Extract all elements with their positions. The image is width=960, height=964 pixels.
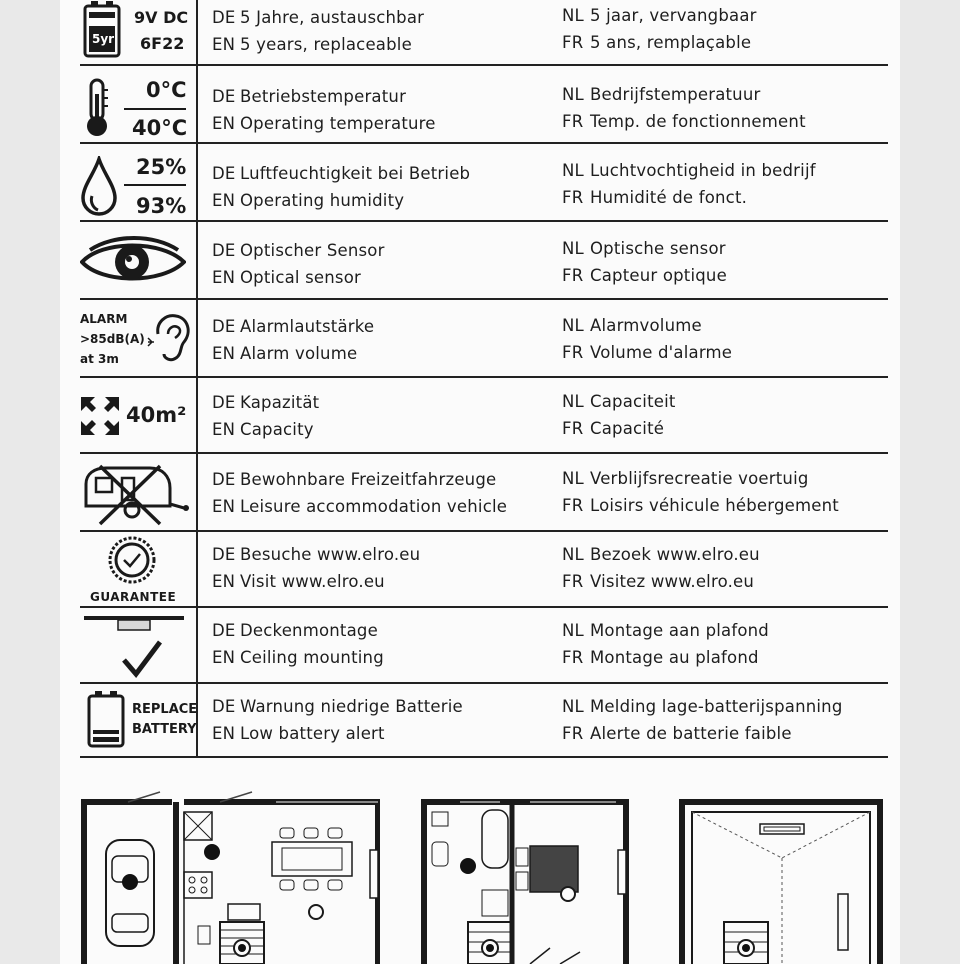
text-fr: FR Volume d'alarme	[562, 343, 733, 362]
area-arrows-icon	[80, 396, 120, 436]
ear-icon	[144, 312, 194, 366]
icon-cell	[80, 300, 198, 376]
droplet-icon	[80, 156, 118, 218]
spec-row-low-battery	[80, 684, 888, 758]
text-de: DE Optischer Sensor	[212, 241, 385, 260]
text-de: DE Besuche www.elro.eu	[212, 545, 421, 564]
battery-label: BATTERY	[132, 722, 197, 737]
text-de: DE 5 Jahre, austauschbar	[212, 8, 425, 27]
temp-max: 40°C	[132, 116, 188, 140]
text-en: EN Operating temperature	[212, 114, 436, 133]
text-nl: NL Montage aan plafond	[562, 621, 769, 640]
text-fr: FR Loisirs véhicule hébergement	[562, 496, 839, 515]
text-fr: FR Capacité	[562, 419, 665, 438]
text-fr: FR Montage au plafond	[562, 648, 759, 667]
battery-5yr-icon	[82, 0, 122, 60]
caravan-crossed-icon	[80, 462, 190, 526]
humidity-max: 93%	[136, 194, 187, 218]
text-fr: FR Temp. de fonctionnement	[562, 112, 806, 131]
text-nl: NL Bezoek www.elro.eu	[562, 545, 760, 564]
icon-cell	[80, 144, 198, 220]
background-left	[0, 0, 60, 964]
text-en: EN Ceiling mounting	[212, 648, 384, 667]
decibel-label: >85dB(A)	[80, 332, 145, 346]
floor-plan-first	[420, 790, 630, 964]
text-de: DE Bewohnbare Freizeitfahrzeuge	[212, 470, 497, 489]
text-de: DE Warnung niedrige Batterie	[212, 697, 463, 716]
text-de: DE Deckenmontage	[212, 621, 378, 640]
spec-row-humidity	[80, 144, 888, 222]
text-fr: FR Humidité de fonct.	[562, 188, 748, 207]
text-en: EN Visit www.elro.eu	[212, 572, 385, 591]
text-en: EN 5 years, replaceable	[212, 35, 412, 54]
text-en: EN Alarm volume	[212, 344, 358, 363]
text-nl: NL Luchtvochtigheid in bedrijf	[562, 161, 816, 180]
icon-cell	[80, 454, 198, 530]
text-nl: NL Bedrijfstemperatuur	[562, 85, 761, 104]
text-de: DE Kapazität	[212, 393, 320, 412]
spec-row-guarantee	[80, 532, 888, 608]
floor-plan-attic	[678, 790, 884, 964]
battery-badge-text: 5yr	[92, 32, 115, 46]
text-fr: FR 5 ans, remplaçable	[562, 33, 752, 52]
spec-row-battery	[80, 0, 888, 66]
icon-cell	[80, 608, 198, 682]
text-de: DE Alarmlautstärke	[212, 317, 375, 336]
spec-row-optical-sensor	[80, 222, 888, 300]
spec-row-ceiling-mounting	[80, 608, 888, 684]
text-fr: FR Alerte de batterie faible	[562, 724, 792, 743]
icon-cell	[80, 64, 198, 142]
floor-plan-ground	[80, 790, 380, 964]
text-fr: FR Capteur optique	[562, 266, 727, 285]
text-nl: NL Alarmvolume	[562, 316, 702, 335]
icon-cell	[80, 222, 198, 298]
text-en: EN Low battery alert	[212, 724, 385, 743]
text-nl: NL Verblijfsrecreatie voertuig	[562, 469, 809, 488]
guarantee-seal-icon	[108, 536, 156, 584]
temp-min: 0°C	[146, 78, 187, 102]
text-de: DE Betriebstemperatur	[212, 87, 407, 106]
text-en: EN Operating humidity	[212, 191, 405, 210]
voltage-label: 9V DC	[134, 8, 189, 27]
distance-label: at 3m	[80, 352, 119, 366]
text-nl: NL Capaciteit	[562, 392, 676, 411]
spec-row-leisure-vehicle	[80, 454, 888, 532]
divider-line	[124, 108, 186, 110]
capacity-value: 40m²	[126, 403, 187, 427]
icon-cell	[80, 532, 198, 606]
alarm-label: ALARM	[80, 312, 128, 326]
eye-icon	[80, 236, 186, 286]
text-nl: NL Melding lage-batterijspanning	[562, 697, 843, 716]
spec-row-capacity	[80, 378, 888, 454]
spec-row-temperature	[80, 64, 888, 144]
text-en: EN Leisure accommodation vehicle	[212, 497, 508, 516]
replace-battery-icon	[86, 690, 126, 750]
spec-row-alarm-volume	[80, 300, 888, 378]
thermometer-icon	[82, 78, 112, 138]
background-right	[900, 0, 960, 964]
text-nl: NL Optische sensor	[562, 239, 726, 258]
text-fr: FR Visitez www.elro.eu	[562, 572, 755, 591]
text-en: EN Optical sensor	[212, 268, 362, 287]
ceiling-mount-check-icon	[84, 616, 184, 680]
text-de: DE Luftfeuchtigkeit bei Betrieb	[212, 164, 471, 183]
icon-cell	[80, 0, 198, 64]
icon-cell	[80, 684, 198, 756]
text-nl: NL 5 jaar, vervangbaar	[562, 6, 757, 25]
text-en: EN Capacity	[212, 420, 314, 439]
replace-label: REPLACE	[132, 702, 198, 717]
guarantee-label: GUARANTEE	[90, 590, 177, 604]
icon-cell	[80, 378, 198, 452]
battery-type-label: 6F22	[140, 34, 185, 53]
divider-line	[124, 184, 186, 186]
humidity-min: 25%	[136, 155, 187, 179]
